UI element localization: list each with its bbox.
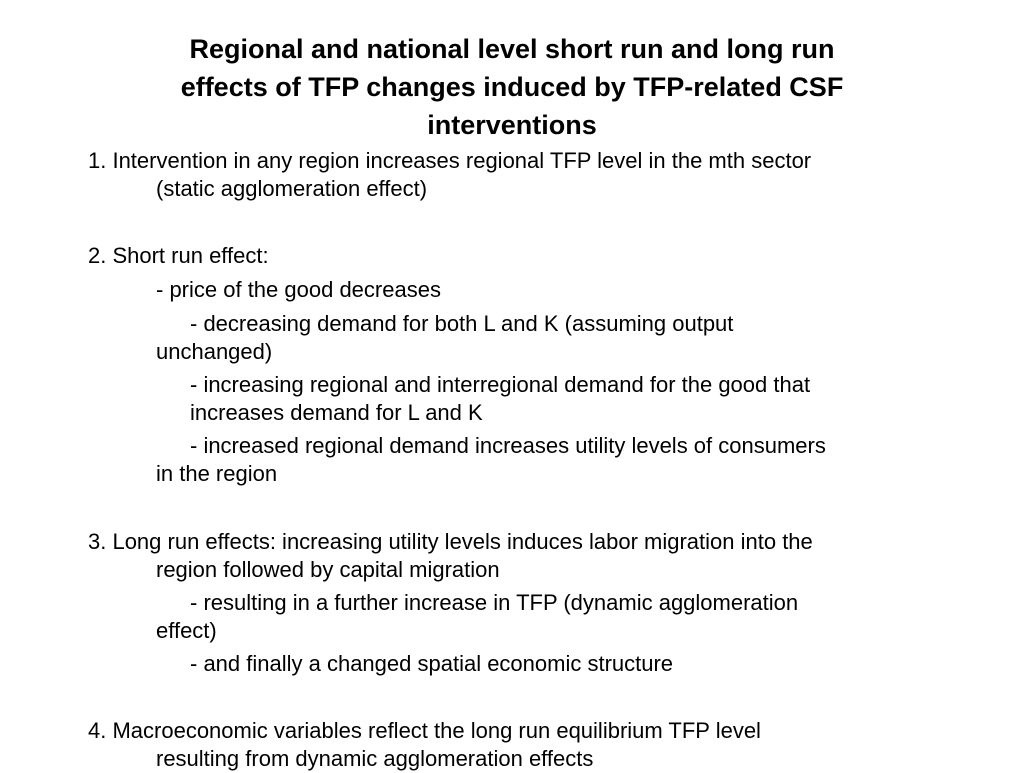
title-line-3: interventions (427, 110, 597, 140)
item-2-heading: 2. Short run effect: (88, 243, 269, 268)
item-2-sub-3-line-1: - increasing regional and interregional demand for the good that (190, 372, 811, 397)
item-3-sub-1-line-2: effect) (156, 618, 217, 643)
item-4-line-1: 4. Macroeconomic variables reflect the long run equilibrium TFP level (88, 718, 761, 743)
item-1-line-2: (static agglomeration effect) (156, 176, 428, 201)
item-1-line-1: 1. Intervention in any region increases regional TFP level in the mth sector (88, 148, 812, 173)
item-3-line-2: region followed by capital migration (156, 557, 500, 582)
title-line-1: Regional and national level short run and long run (189, 34, 835, 64)
item-2-sub-3-line-2: increases demand for L and K (190, 400, 483, 425)
item-2-sub-4-line-1: - increased regional demand increases utility levels of consumers (190, 433, 826, 458)
item-3-line-1: 3. Long run effects: increasing utility levels induces labor migration into the (88, 529, 813, 554)
item-4-line-2: resulting from dynamic agglomeration effects (156, 746, 594, 771)
item-2-sub-2-line-1: - decreasing demand for both L and K (assuming output (190, 311, 734, 336)
item-2-sub-1: - price of the good decreases (156, 277, 441, 302)
item-2-sub-4-line-2: in the region (156, 461, 278, 486)
item-3-sub-1-line-1: - resulting in a further increase in TFP (dynamic agglomeration (190, 590, 799, 615)
item-3-sub-2: - and finally a changed spatial economic structure (190, 651, 674, 676)
item-2-sub-2-line-2: unchanged) (156, 339, 273, 364)
title-line-2: effects of TFP changes induced by TFP-related CSF (180, 72, 844, 102)
